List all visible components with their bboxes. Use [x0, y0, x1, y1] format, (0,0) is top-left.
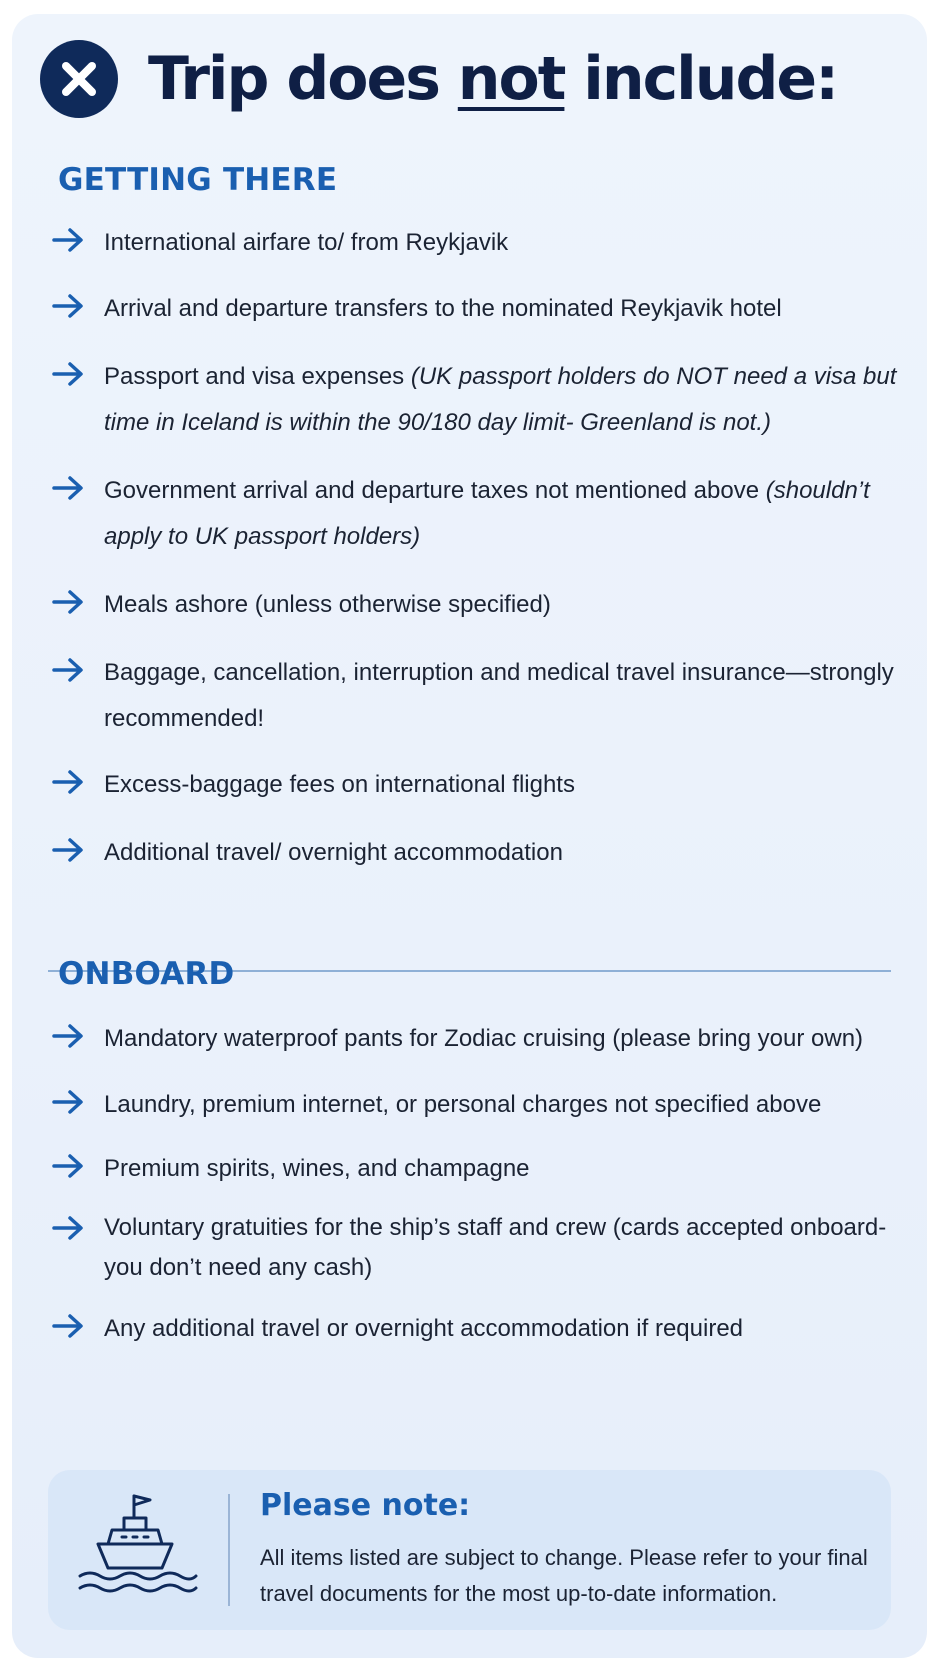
arrow-right-icon [52, 1214, 86, 1242]
list-item [52, 354, 912, 446]
list-item-text: International airfare to/ from Reykjavik [104, 229, 509, 256]
close-icon [40, 40, 118, 118]
arrow-right-icon [52, 292, 86, 320]
list-item [52, 650, 912, 742]
list-item [52, 1208, 912, 1288]
list-item-text: Arrival and departure transfers to the nominated Reykjavik hotel [104, 295, 782, 322]
page-title: Trip does not include: [148, 44, 838, 114]
note-text: All items listed are subject to change. Please refer to your final travel documents for the most up-to-date information. [260, 1545, 868, 1606]
arrow-right-icon [52, 226, 86, 254]
list-item-text: Any additional travel or overnight accommodation if required [104, 1315, 744, 1342]
list-item-text: Premium spirits, wines, and champagne [104, 1155, 530, 1182]
list-item [52, 468, 912, 560]
list-item [52, 1016, 912, 1062]
list-item [52, 1146, 912, 1192]
list-item-text: Mandatory waterproof pants for Zodiac cruising (please bring your own) [104, 1025, 864, 1052]
arrow-right-icon [52, 836, 86, 864]
list-item-text: Additional travel/ overnight accommodation [104, 839, 563, 866]
list-item-text: Voluntary gratuities for the ship’s staff and crew (cards accepted onboard- you don’t need any cash) [104, 1214, 887, 1281]
header [40, 40, 837, 118]
arrow-right-icon [52, 588, 86, 616]
arrow-right-icon [52, 1022, 86, 1050]
note-box [48, 1470, 891, 1630]
list-item [52, 220, 912, 266]
list-item [52, 286, 912, 332]
arrow-right-icon [52, 1312, 86, 1340]
list-item [52, 762, 912, 808]
list-item-text: Laundry, premium internet, or personal charges not specified above [104, 1091, 822, 1118]
list-item-text: Passport and visa expenses (UK passport holders do NOT need a visa but time in Iceland is within the 90/180 day limit- Greenland is not.) [104, 363, 897, 436]
arrow-right-icon [52, 360, 86, 388]
arrow-right-icon [52, 474, 86, 502]
note-separator [228, 1494, 230, 1606]
arrow-right-icon [52, 1152, 86, 1180]
ship-icon [76, 1488, 200, 1608]
arrow-right-icon [52, 1088, 86, 1116]
title-emphasis: not [457, 44, 565, 114]
list-item-text: Government arrival and departure taxes not mentioned above (shouldn’t apply to UK passport holders) [104, 477, 870, 550]
list-item [52, 1306, 912, 1352]
arrow-right-icon [52, 768, 86, 796]
list-item [52, 582, 912, 628]
list-item-text: Meals ashore (unless otherwise specified) [104, 591, 551, 618]
list-item-text: Baggage, cancellation, interruption and medical travel insurance—strongly recommended! [104, 659, 894, 732]
list-item [52, 830, 912, 876]
section-title-getting-there: GETTING THERE [58, 162, 338, 198]
list-item-note: (UK passport holders do NOT need a visa but time in Iceland is within the 90/180 day limit- Greenland is not.) [104, 363, 897, 436]
section-title-onboard: ONBOARD [58, 956, 235, 992]
list-item-note: (shouldn’t apply to UK passport holders) [104, 477, 870, 550]
list-item [52, 1082, 912, 1128]
note-title: Please note: [260, 1488, 471, 1523]
arrow-right-icon [52, 656, 86, 684]
exclusions-card [12, 14, 927, 1658]
list-item-text: Excess-baggage fees on international flights [104, 771, 575, 798]
